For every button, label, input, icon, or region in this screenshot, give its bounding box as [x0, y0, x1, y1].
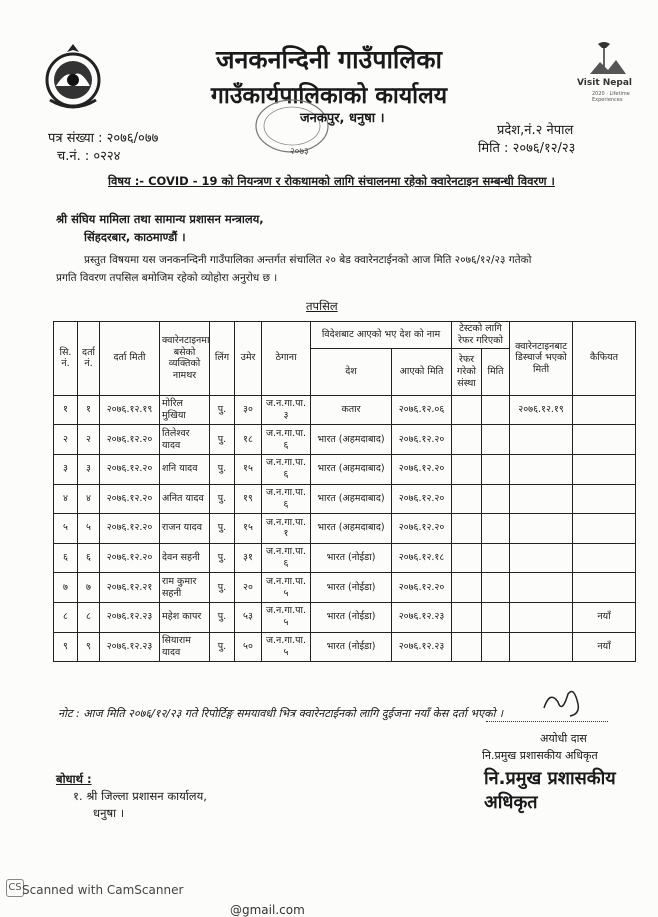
signature-line	[486, 721, 608, 722]
header-age: उमेर	[235, 322, 262, 396]
dispatch-number: च.नं. : ०२२४	[57, 149, 121, 164]
cell-date: २०७६.१२.२३	[100, 632, 160, 662]
cell-address: ज.न.गा.पा. ५	[262, 632, 311, 662]
cell-remarks	[573, 514, 636, 544]
cell-age: ५३	[235, 602, 262, 632]
camscanner-logo: CS	[6, 879, 24, 897]
cell-remarks	[573, 425, 636, 455]
office-title-line1: जनकनन्दिनी गाउँपालिका	[215, 45, 443, 74]
cell-discharge: २०७६.१२.१९	[510, 395, 573, 425]
cell-reg: ३	[78, 454, 100, 484]
cell-gender: पु.	[210, 454, 235, 484]
cell-age: ३०	[235, 395, 262, 425]
cell-discharge	[510, 454, 573, 484]
letter-subject: विषय :- COVID - 19 को नियन्त्रण र रोकथामको लागि संचालनमा रहेको क्वारेनटाइन सम्बन्धी विवरण ।	[108, 174, 555, 188]
cell-gender: पु.	[210, 632, 235, 662]
cell-address: ज.न.गा.पा. ५	[262, 602, 311, 632]
cell-arrived: २०७६.१२.२०	[392, 573, 452, 603]
cell-ref-org	[452, 632, 482, 662]
cell-date: २०७६.१२.२०	[100, 454, 160, 484]
cell-arrived: २०७६.१२.१८	[392, 543, 452, 573]
cell-gender: पु.	[210, 602, 235, 632]
table-row	[54, 573, 636, 603]
header-referred-org: रेफर गरेको संस्था	[452, 348, 482, 395]
header-discharge: क्वारेनटाइनबाट डिस्चार्ज भएको मिती	[510, 322, 573, 396]
cell-age: १५	[235, 454, 262, 484]
cell-arrived: २०७६.१२.२०	[392, 484, 452, 514]
cell-age: ३१	[235, 543, 262, 573]
round-stamp	[232, 96, 332, 156]
cell-reg: ५	[78, 514, 100, 544]
cell-test-date	[482, 573, 510, 603]
cell-test-date	[482, 543, 510, 573]
cell-gender: पु.	[210, 425, 235, 455]
cell-ref-org	[452, 484, 482, 514]
cell-ref-org	[452, 602, 482, 632]
cc-line2: धनुषा ।	[93, 806, 125, 820]
cell-address: ज.न.गा.पा. ६	[262, 543, 311, 573]
cell-gender: पु.	[210, 543, 235, 573]
cell-arrived: २०७६.१२.२०	[392, 514, 452, 544]
cell-name: राम कुमार सहनी	[160, 573, 210, 603]
cell-test-date	[482, 602, 510, 632]
body-line1: प्रस्तुत विषयमा यस जनकनन्दिनी गाउँपालिका अन्तर्गत संचालित २० बेड क्वारेनटाईनको आज मिति २०७६/१२/२३ गतेको	[84, 254, 532, 266]
cell-test-date	[482, 632, 510, 662]
cell-ref-org	[452, 425, 482, 455]
cell-sn: ५	[54, 514, 78, 544]
header-test-date: मिति	[482, 348, 510, 395]
cell-name: राजन यादव	[160, 514, 210, 544]
cut-footer-email: @gmail.com	[230, 903, 305, 917]
cell-country: भारत (अहमदाबाद)	[311, 514, 392, 544]
signatory-name: अयोधी दास	[540, 732, 587, 745]
cell-gender: पु.	[210, 573, 235, 603]
cell-sn: ८	[54, 602, 78, 632]
table-row	[54, 632, 636, 662]
cell-ref-org	[452, 454, 482, 484]
province: प्रदेश,नं.२ नेपाल	[497, 123, 574, 138]
cell-test-date	[482, 484, 510, 514]
cell-arrived: २०७६.१२.२३	[392, 602, 452, 632]
cell-reg: २	[78, 425, 100, 455]
cell-date: २०७६.१२.१९	[100, 395, 160, 425]
cell-date: २०७६.१२.२०	[100, 425, 160, 455]
cell-remarks: नयाँ	[573, 632, 636, 662]
table-row	[54, 425, 636, 455]
cell-age: १८	[235, 425, 262, 455]
letter-date: मिति : २०७६/१२/२३	[478, 141, 576, 156]
cell-sn: १	[54, 395, 78, 425]
cell-arrived: २०७६.१२.२०	[392, 425, 452, 455]
header-country: देश	[311, 348, 392, 395]
cell-address: ज.न.गा.पा. ६	[262, 454, 311, 484]
cell-arrived: २०७६.१२.०६	[392, 395, 452, 425]
cell-name: देवन सहनी	[160, 543, 210, 573]
scanned-watermark: Scanned with CamScanner	[22, 883, 184, 897]
header-arrival-date: आएको मिति	[392, 348, 452, 395]
cell-date: २०७६.१२.२१	[100, 573, 160, 603]
cell-test-date	[482, 395, 510, 425]
cell-discharge	[510, 602, 573, 632]
cell-remarks	[573, 573, 636, 603]
signature-scribble	[540, 684, 584, 720]
cell-gender: पु.	[210, 395, 235, 425]
body-line2: प्रगति विवरण तपसिल बमोजिम रहेको व्योहोरा अनुरोध छ ।	[56, 272, 278, 284]
cell-gender: पु.	[210, 514, 235, 544]
header-reg-date: दर्ता मिती	[100, 322, 160, 396]
cell-address: ज.न.गा.पा. १	[262, 514, 311, 544]
cell-country: भारत (अहमदाबाद)	[311, 454, 392, 484]
header-sn: सि. नं.	[54, 322, 78, 396]
cell-sn: ९	[54, 632, 78, 662]
cc-label: बोधार्थ :	[56, 772, 92, 786]
cell-sn: ४	[54, 484, 78, 514]
cell-name: महेश कापर	[160, 602, 210, 632]
cell-discharge	[510, 514, 573, 544]
cell-reg: ७	[78, 573, 100, 603]
cell-arrived: २०७६.१२.२३	[392, 632, 452, 662]
cell-test-date	[482, 454, 510, 484]
cell-age: ५०	[235, 632, 262, 662]
signatory-title: नि.प्रमुख प्रशासकीय अधिकृत	[482, 749, 598, 762]
cell-arrived: २०७६.१२.२०	[392, 454, 452, 484]
cell-name: मोरिल मुखिया	[160, 395, 210, 425]
cell-name: शनि यादव	[160, 454, 210, 484]
cell-reg: १	[78, 395, 100, 425]
cell-remarks	[573, 454, 636, 484]
cell-remarks	[573, 543, 636, 573]
cell-test-date	[482, 425, 510, 455]
stamp-year: २०७३	[290, 147, 309, 157]
header-abroad-group: विदेशबाट आएको भए देश को नाम	[311, 322, 452, 349]
cell-address: ज.न.गा.पा. ३	[262, 395, 311, 425]
table-row	[54, 484, 636, 514]
cell-gender: पु.	[210, 484, 235, 514]
cell-date: २०७६.१२.२०	[100, 514, 160, 544]
header-name: क्वारेनटाइनमा बसेको व्यक्तिको नामथर	[160, 322, 210, 396]
cell-remarks	[573, 395, 636, 425]
cell-country: भारत (अहमदाबाद)	[311, 484, 392, 514]
visit-nepal-text: Visit Nepal	[577, 78, 633, 88]
cell-ref-org	[452, 395, 482, 425]
table-caption: तपसिल	[306, 299, 338, 313]
table-row	[54, 602, 636, 632]
office-address: जनकपुर, धनुषा ।	[300, 111, 385, 126]
cell-sn: २	[54, 425, 78, 455]
cell-country: भारत (नोईडा)	[311, 543, 392, 573]
cell-name: सियाराम यादव	[160, 632, 210, 662]
cell-ref-org	[452, 573, 482, 603]
cell-date: २०७६.१२.२३	[100, 602, 160, 632]
header-address: ठेगाना	[262, 322, 311, 396]
cell-date: २०७६.१२.२०	[100, 484, 160, 514]
designation-seal: नि.प्रमुख प्रशासकीय अधिकृत	[484, 768, 616, 813]
cell-test-date	[482, 514, 510, 544]
cell-discharge	[510, 484, 573, 514]
cell-reg: ४	[78, 484, 100, 514]
recipient-line2: सिंहदरबार, काठमाण्डौं ।	[84, 230, 186, 244]
cell-discharge	[510, 425, 573, 455]
cell-age: १५	[235, 514, 262, 544]
footnote: नोट : आज मिति २०७६/१२/२३ गते रिपोर्टिङ्ग समयावधी भित्र क्वारेनटाईनको लागि दुईजना नयाँ केस दर्ता भएको ।	[58, 707, 504, 720]
cell-name: अनित यादव	[160, 484, 210, 514]
visit-nepal-subtext: 2020 · Lifetime Experiences	[592, 91, 630, 103]
cell-address: ज.न.गा.पा. ६	[262, 425, 311, 455]
cell-discharge	[510, 573, 573, 603]
cell-ref-org	[452, 514, 482, 544]
cell-age: १९	[235, 484, 262, 514]
table-row	[54, 395, 636, 425]
office-title-line2: गाउँकार्यपालिकाको कार्यालय	[210, 83, 448, 109]
cell-reg: ६	[78, 543, 100, 573]
cell-country: भारत (अहमदाबाद)	[311, 425, 392, 455]
cell-age: २०	[235, 573, 262, 603]
cell-address: ज.न.गा.पा. ६	[262, 484, 311, 514]
cell-discharge	[510, 543, 573, 573]
cell-country: भारत (नोईडा)	[311, 573, 392, 603]
cell-date: २०७६.१२.२०	[100, 543, 160, 573]
cell-sn: ६	[54, 543, 78, 573]
cell-country: भारत (नोईडा)	[311, 632, 392, 662]
header-remarks: कैफियत	[573, 322, 636, 396]
cell-discharge	[510, 632, 573, 662]
cell-country: भारत (नोईडा)	[311, 602, 392, 632]
cell-ref-org	[452, 543, 482, 573]
table-row	[54, 543, 636, 573]
cell-remarks: नयाँ	[573, 602, 636, 632]
cc-line1: १. श्री जिल्ला प्रशासन कार्यालय,	[73, 789, 207, 803]
cell-reg: ८	[78, 602, 100, 632]
cell-country: कतार	[311, 395, 392, 425]
header-test-group: टेस्टको लागि रेफर गरिएको	[452, 322, 510, 349]
reference-number: पत्र संख्या : २०७६/०७७	[48, 131, 159, 146]
header-gender: लिंग	[210, 322, 235, 396]
header-reg-no: दर्ता नं.	[78, 322, 100, 396]
cell-remarks	[573, 484, 636, 514]
table-row	[54, 514, 636, 544]
table-row	[54, 454, 636, 484]
cell-sn: ७	[54, 573, 78, 603]
cell-address: ज.न.गा.पा. ५	[262, 573, 311, 603]
cell-name: तिलेश्वर यादव	[160, 425, 210, 455]
cell-reg: ९	[78, 632, 100, 662]
recipient-line1: श्री संघिय मामिला तथा सामान्य प्रशासन मन्त्रालय,	[56, 212, 264, 226]
cell-sn: ३	[54, 454, 78, 484]
quarantine-table	[53, 321, 636, 662]
